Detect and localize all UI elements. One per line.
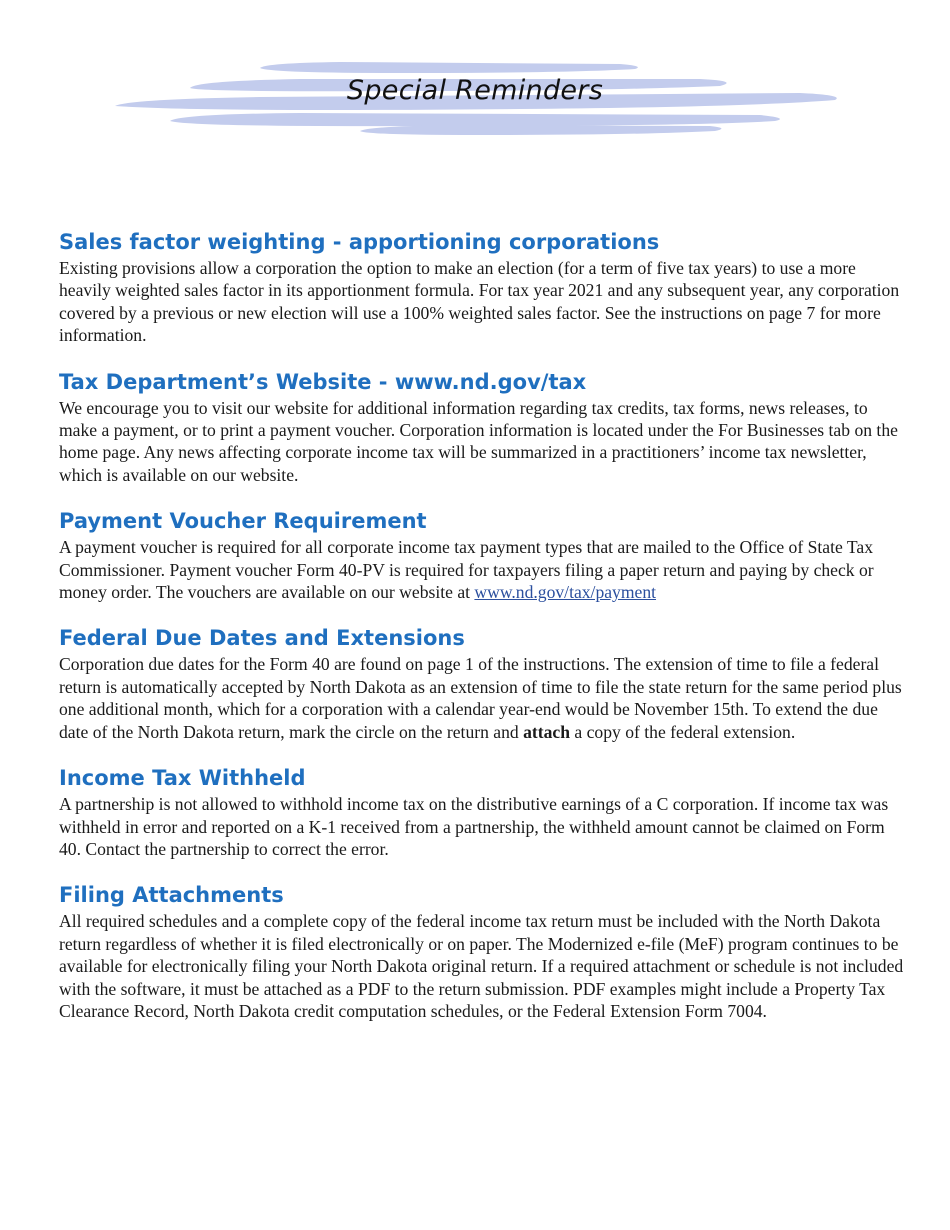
section-body-text: A payment voucher is required for all corporate income tax payment types that are mailed to the Office of State Tax Commissioner. Payment voucher Form 40-PV is required for taxpayers filing a paper return and paying by check or money order. The vouchers are available on our website at	[59, 537, 874, 603]
section-body	[59, 536, 904, 603]
section-body: All required schedules and a complete copy of the federal income tax return must be included with the North Dakota return regardless of whether it is filed electronically or on paper. The Modernized e-file (MeF) program continues to be available for electronically filing your North Dakota original return. If a required attachment or schedule is not included with the software, it must be attached as a PDF to the return submission. PDF examples might include a Property Tax Clearance Record, North Dakota credit computation schedules, or the Federal Extension Form 7004.	[59, 911, 904, 1021]
bold-emphasis: attach	[523, 721, 571, 742]
section-banner	[100, 55, 850, 140]
section-federal-due-dates	[59, 624, 904, 743]
section-income-tax-withheld	[59, 764, 904, 860]
section-heading: Sales factor weighting - apportioning corporations	[59, 230, 660, 254]
section-heading: Income Tax Withheld	[59, 766, 306, 791]
section-website	[59, 368, 904, 487]
section-body: A partnership is not allowed to withhold income tax on the distributive earnings of a C corporation. If income tax was withheld in error and reported on a K-1 received from a partnership, the withheld amount cannot be claimed on Form 40. Contact the partnership to correct the error.	[59, 794, 889, 859]
section-heading: Filing Attachments	[59, 883, 284, 908]
banner-title: Special Reminders	[346, 75, 604, 106]
section-sales-factor	[59, 228, 904, 347]
section-payment-voucher	[59, 507, 904, 603]
section-heading: Federal Due Dates and Extensions	[59, 626, 465, 651]
section-filing-attachments	[59, 881, 904, 1022]
section-body-text: a copy of the federal extension.	[570, 721, 796, 742]
section-body-text: Corporation due dates for the Form 40 are found on page 1 of the instructions. The extension of time to file a federal return is automatically accepted by North Dakota as an extension of time to file the state return for the same period plus one additional month, which for a corporation with a calendar year-end would be November 15th. To extend the due date of the North Dakota return, mark the circle on the return and	[59, 654, 902, 742]
section-body: Existing provisions allow a corporation the option to make an election (for a term of five tax years) to use a more heavily weighted sales factor in its apportionment formula. For tax year 2021 and any subsequent year, any corporation covered by a previous or new election will use a 100% weighted sales factor. See the instructions on page 7 for more information.	[59, 258, 900, 346]
reminders-content	[59, 228, 904, 1043]
section-body: We encourage you to visit our website for additional information regarding tax credits, tax forms, news releases, to make a payment, or to print a payment voucher. Corporation information is located under the For Businesses tab on the home page. Any news affecting corporate income tax will be summarized in a practitioners’ income tax newsletter, which is available on our website.	[59, 397, 898, 485]
payment-link[interactable]: www.nd.gov/tax/payment	[474, 582, 657, 603]
section-heading: Payment Voucher Requirement	[59, 509, 427, 534]
section-heading: Tax Department’s Website - www.nd.gov/tax	[59, 369, 587, 394]
section-body	[59, 653, 904, 743]
